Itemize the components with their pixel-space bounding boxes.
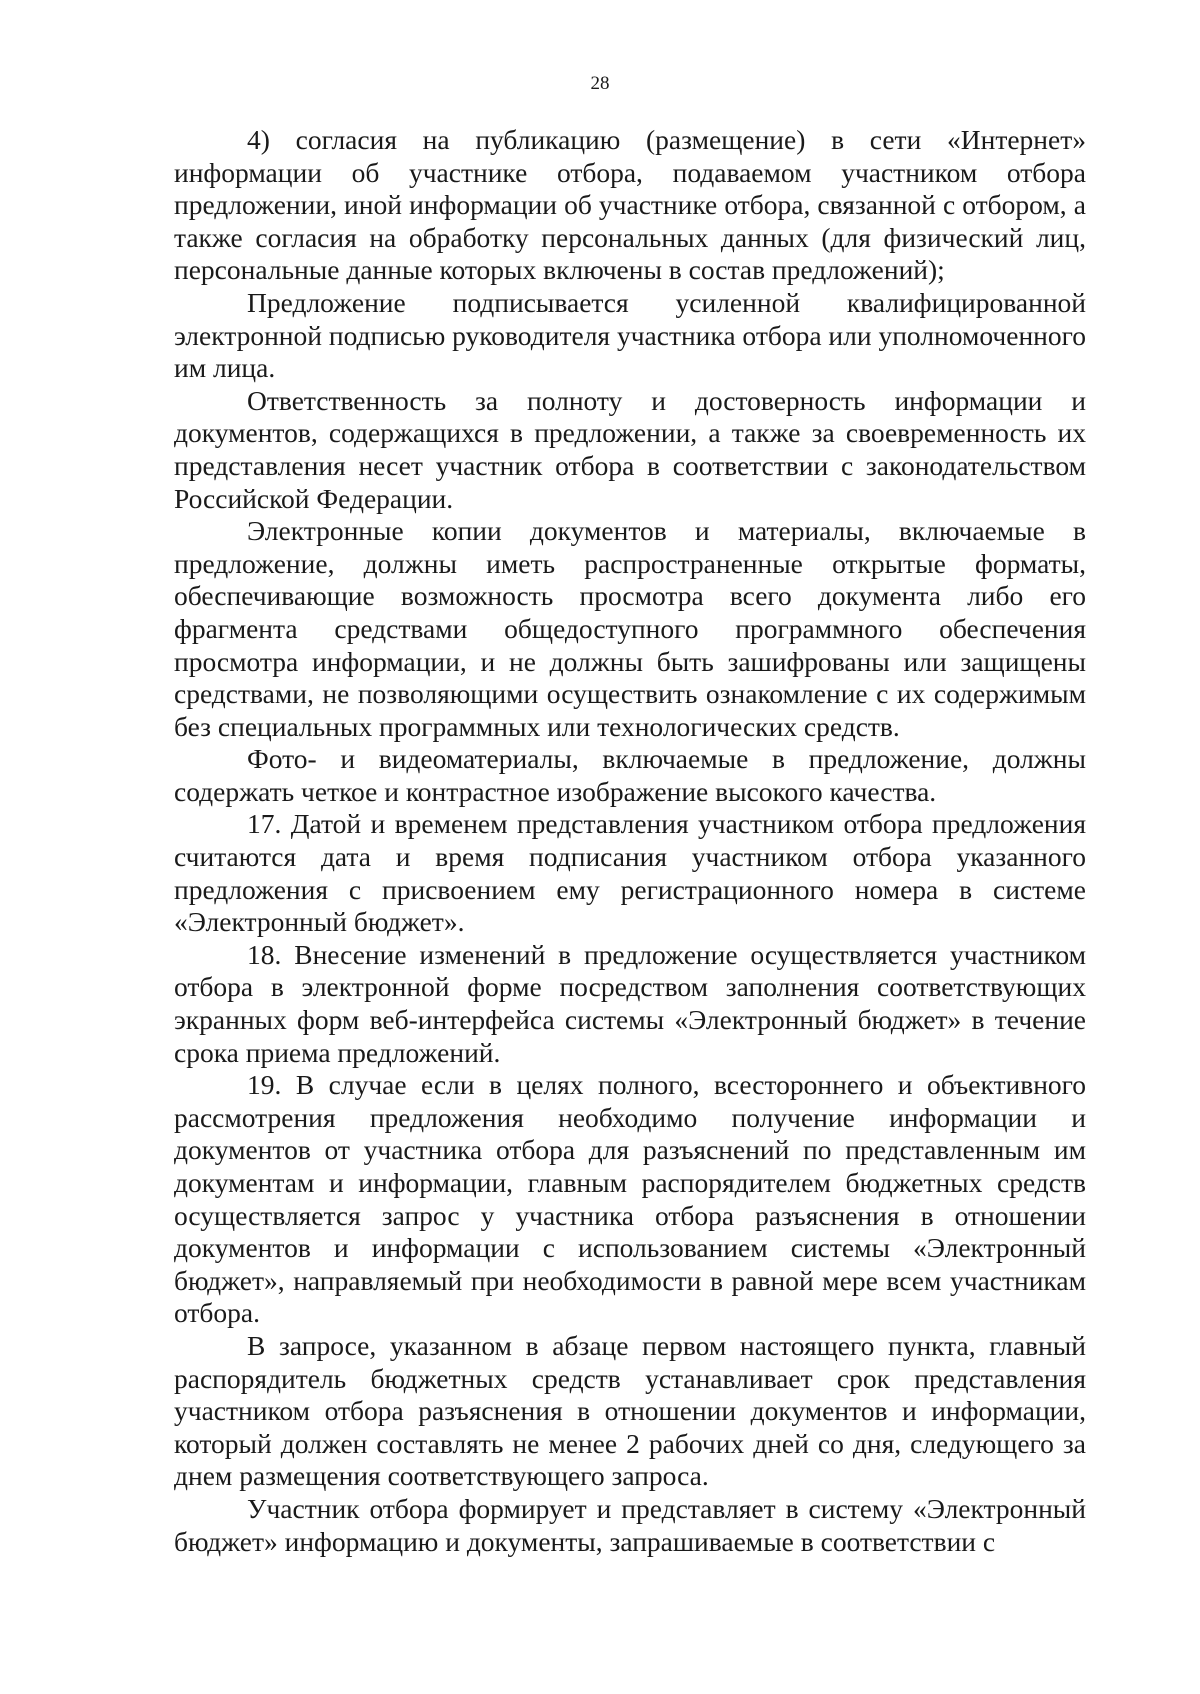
paragraph-item-17: 17. Датой и временем представления участником отбора предложения считаются дата и время подписания участником отбора указанного предложения с присвоением ему регистрационного номера в системе «Электронный бюджет».	[174, 808, 1086, 938]
paragraph-item-19: 19. В случае если в целях полного, всестороннего и объективного рассмотрения предложения необходимо получение информации и документов от участника отбора для разъяснений по представленным им документам и информации, главным распорядителем бюджетных средств осуществляется запрос у участника отбора разъяснения в отношении документов и информации с использованием системы «Электронный бюджет», направляемый при необходимости в равной мере всем участникам отбора.	[174, 1069, 1086, 1329]
paragraph-item-18: 18. Внесение изменений в предложение осуществляется участником отбора в электронной форме посредством заполнения соответствующих экранных форм веб-интерфейса системы «Электронный бюджет» в течение срока приема предложений.	[174, 938, 1086, 1068]
document-body	[174, 124, 1086, 1558]
paragraph-participant-submits: Участник отбора формирует и представляет в систему «Электронный бюджет» информацию и документы, запрашиваемые в соответствии с	[174, 1492, 1086, 1557]
paragraph-consent-publication: 4) согласия на публикацию (размещение) в сети «Интернет» информации об участнике отбора, подаваемом участником отбора предложении, иной информации об участнике отбора, связанной с отбором, а также согласия на обработку персональных данных (для физический лиц, персональные данные которых включены в состав предложений);	[174, 124, 1086, 286]
paragraph-request-deadline: В запросе, указанном в абзаце первом настоящего пункта, главный распорядитель бюджетных средств устанавливает срок представления участником отбора разъяснения в отношении документов и информации, который должен составлять не менее 2 рабочих дней со дня, следующего за днем размещения соответствующего запроса.	[174, 1329, 1086, 1492]
paragraph-photo-video: Фото- и видеоматериалы, включаемые в предложение, должны содержать четкое и контрастное изображение высокого качества.	[174, 743, 1086, 807]
paragraph-electronic-copies: Электронные копии документов и материалы, включаемые в предложение, должны иметь распространенные открытые форматы, обеспечивающие возможность просмотра всего документа либо его фрагмента средствами общедоступного программного обеспечения просмотра информации, и не должны быть зашифрованы или защищены средствами, не позволяющими осуществить ознакомление с их содержимым без специальных программных или технологических средств.	[174, 515, 1086, 742]
page-number: 28	[590, 73, 610, 94]
paragraph-responsibility: Ответственность за полноту и достоверность информации и документов, содержащихся в предложении, а также за своевременность их представления несет участник отбора в соответствии с законодательством Российской Федерации.	[174, 384, 1086, 514]
paragraph-signature: Предложение подписывается усиленной квалифицированной электронной подписью руководителя участника отбора или уполномоченного им лица.	[174, 286, 1086, 384]
